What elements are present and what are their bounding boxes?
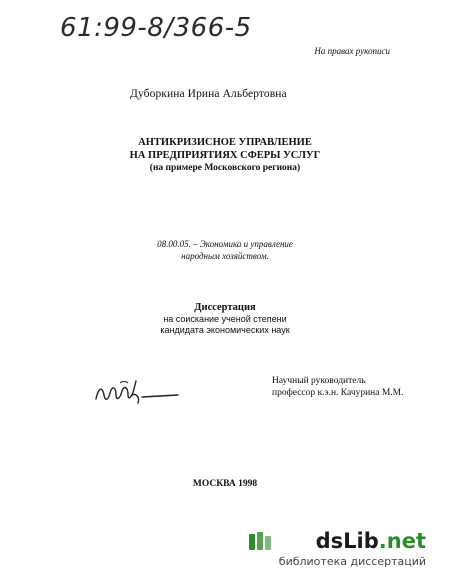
- watermark-caption: библиотека диссертаций: [278, 555, 426, 568]
- supervisor-name: профессор к.э.н. Качурина М.М.: [272, 388, 404, 398]
- degree-block: [0, 302, 450, 337]
- logo-net: .net: [378, 529, 426, 553]
- specialty-line-2: народным хозяйством.: [181, 251, 269, 261]
- dslib-logo-text: [316, 529, 426, 553]
- title-subtitle: (на примере Московского региона): [149, 163, 301, 173]
- degree-line-1: на соискание ученой степени: [163, 313, 287, 324]
- city-year: МОСКВА 1998: [192, 479, 258, 489]
- supervisor-block: [272, 375, 404, 399]
- dslib-logo-icon: [248, 531, 274, 553]
- handwritten-signature: [92, 375, 182, 411]
- specialty-block: [0, 238, 450, 262]
- logo-lib: Lib: [343, 529, 379, 553]
- supervisor-role: Научный руководитель: [272, 376, 366, 386]
- catalog-number-text: 61:99-8/366-5: [60, 13, 252, 43]
- degree-line-2: кандидата экономических наук: [160, 325, 290, 335]
- author-name: Дуборкина Ирина Альбертовна: [130, 88, 287, 100]
- specialty-line-1: 08.00.05. – Экономика и управление: [157, 239, 293, 249]
- handwritten-catalog-number: [58, 6, 308, 46]
- title-line-2: НА ПРЕДПРИЯТИЯХ СФЕРЫ УСЛУГ: [129, 150, 321, 161]
- dissertation-title: [0, 136, 450, 175]
- degree-heading: Диссертация: [194, 302, 256, 313]
- dslib-watermark[interactable]: [238, 525, 428, 575]
- title-line-1: АНТИКРИЗИСНОЕ УПРАВЛЕНИЕ: [138, 137, 312, 148]
- rights-note: На правах рукописи: [314, 46, 390, 56]
- logo-ds: ds: [315, 529, 344, 553]
